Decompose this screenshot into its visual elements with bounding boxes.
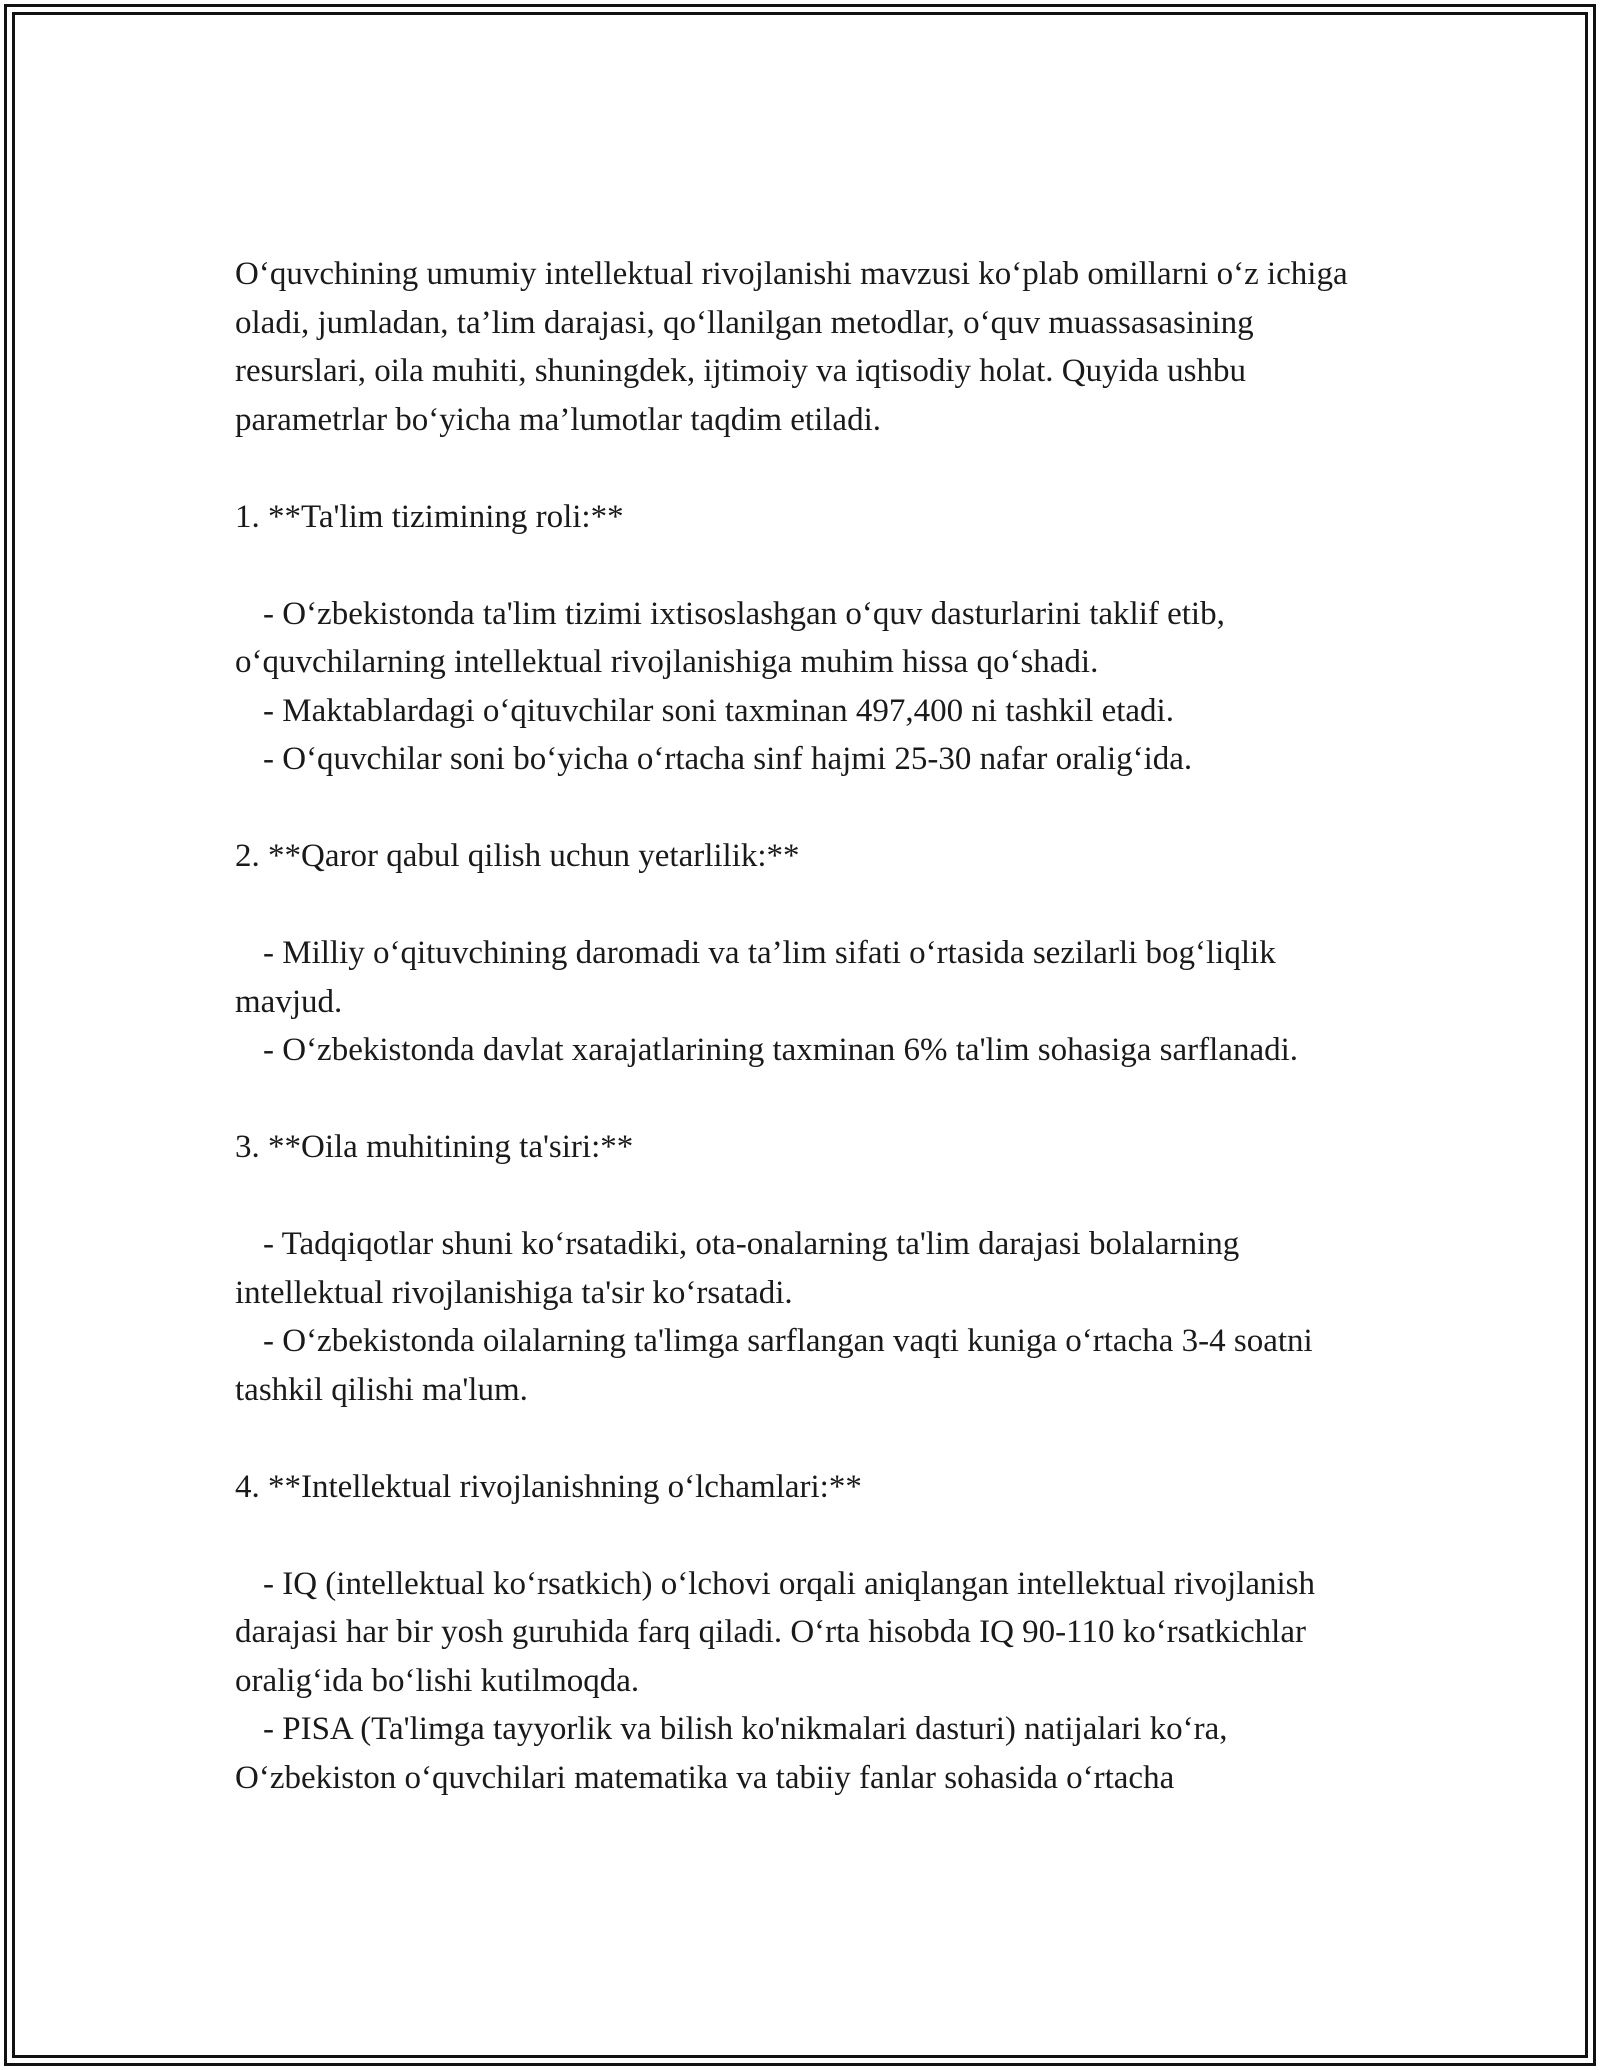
- intro-paragraph: O‘quvchining umumiy intellektual rivojlanishi mavzusi ko‘plab omillarni o‘z ichiga oladi, jumladan, ta’lim darajasi, qo‘llanilgan metodlar, o‘quv muassasasining resurslari, oila muhiti, shuningdek, ijtimoiy va iqtisodiy holat. Quyida ushbu parametrlar bo‘yicha ma’lumotlar taqdim etiladi.: [235, 256, 1348, 438]
- section-1-bullet-2: - Maktablardagi o‘qituvchilar soni taxminan 497,400 ni tashkil etadi.: [263, 692, 1174, 729]
- spacer: [235, 1414, 1365, 1463]
- spacer: [235, 784, 1365, 833]
- section-1-bullet-1: - O‘zbekistonda ta'lim tizimi ixtisoslashgan o‘quv dasturlarini taklif etib, o‘quvchilarning intellektual rivojlanishiga muhim hissa qo‘shadi.: [235, 595, 1225, 680]
- spacer: [235, 1172, 1365, 1221]
- spacer: [235, 1075, 1365, 1124]
- section-heading-4: 4. **Intellektual rivojlanishning o‘lchamlari:**: [235, 1468, 862, 1505]
- spacer: [235, 1511, 1365, 1560]
- document-body: [235, 250, 1365, 1802]
- spacer: [235, 541, 1365, 590]
- section-4-bullet-1: - IQ (intellektual ko‘rsatkich) o‘lchovi orqali aniqlangan intellektual rivojlanish darajasi har bir yosh guruhida farq qiladi. O‘rta hisobda IQ 90-110 ko‘rsatkichlar oralig‘ida bo‘lishi kutilmoqda.: [235, 1565, 1316, 1699]
- section-2-bullet-2: - O‘zbekistonda davlat xarajatlarining taxminan 6% ta'lim sohasiga sarflanadi.: [263, 1032, 1299, 1068]
- section-heading-3: 3. **Oila muhitining ta'siri:**: [235, 1129, 634, 1165]
- section-4-bullet-2: - PISA (Ta'limga tayyorlik va bilish ko'nikmalari dasturi) natijalari ko‘ra, O‘zbekiston o‘quvchilari matematika va tabiiy fanlar sohasida o‘rtacha: [235, 1711, 1228, 1796]
- section-1-bullet-3: - O‘quvchilar soni bo‘yicha o‘rtacha sinf hajmi 25-30 nafar oralig‘ida.: [263, 741, 1193, 777]
- section-heading-1: 1. **Ta'lim tizimining roli:**: [235, 498, 624, 535]
- spacer: [235, 444, 1365, 493]
- section-heading-2: 2. **Qaror qabul qilish uchun yetarlilik:**: [235, 838, 800, 874]
- section-3-bullet-1: - Tadqiqotlar shuni ko‘rsatadiki, ota-onalarning ta'lim darajasi bolalarning intellektual rivojlanishiga ta'sir ko‘rsatadi.: [235, 1226, 1240, 1311]
- section-2-bullet-1: - Milliy o‘qituvchining daromadi va ta’lim sifati o‘rtasida sezilarli bog‘liqlik mavjud.: [235, 935, 1276, 1020]
- spacer: [235, 881, 1365, 930]
- section-3-bullet-2: - O‘zbekistonda oilalarning ta'limga sarflangan vaqti kuniga o‘rtacha 3-4 soatni tashkil qilishi ma'lum.: [235, 1323, 1313, 1408]
